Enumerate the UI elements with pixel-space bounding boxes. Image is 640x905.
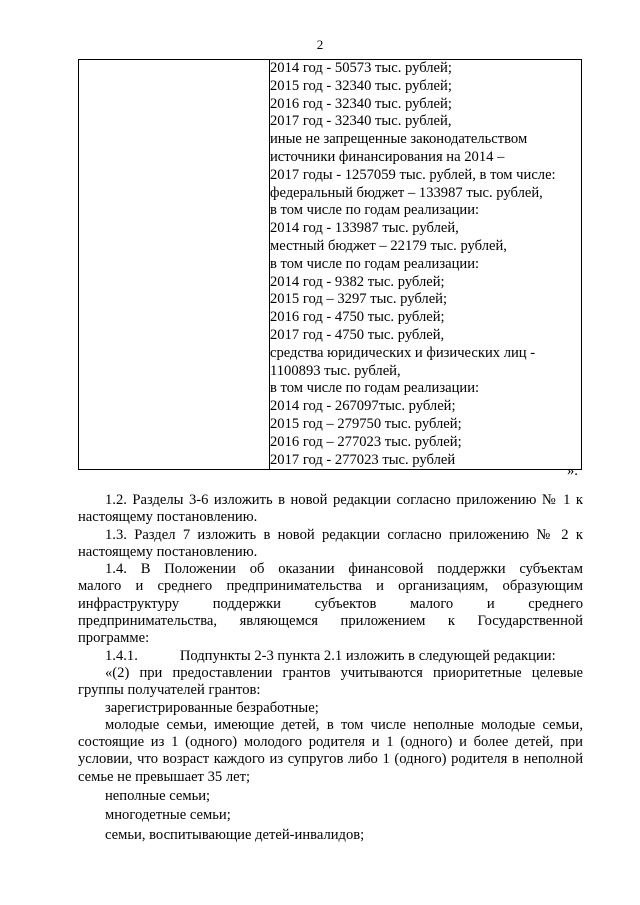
clause-text: Подпункты 2-3 пункта 2.1 изложить в следующей редакции: xyxy=(179,647,556,664)
table-right-cell xyxy=(270,60,582,470)
table-line: средства юридических и физических лиц - xyxy=(270,344,536,361)
table-row xyxy=(79,60,582,470)
table-line: 1100893 тыс. рублей, xyxy=(270,362,401,379)
table-line: в том числе по годам реализации: xyxy=(270,255,480,272)
paragraph-1-4-line: программе: xyxy=(78,630,150,647)
table-line: 2014 год - 50573 тыс. рублей; xyxy=(270,60,452,76)
page-number: 2 xyxy=(316,37,324,52)
table-line: 2014 год - 9382 тыс. рублей; xyxy=(270,273,445,290)
table-line: 2015 год - 32340 тыс. рублей; xyxy=(270,77,452,94)
list-item-large-families: многодетные семьи; xyxy=(105,807,231,824)
table-line: источники финансирования на 2014 – xyxy=(270,148,505,165)
table-line: местный бюджет – 22179 тыс. рублей, xyxy=(270,237,507,254)
list-item-disabled-children: семьи, воспитывающие детей-инвалидов; xyxy=(105,826,365,843)
table-line: 2017 год - 4750 тыс. рублей, xyxy=(270,326,445,343)
paragraph-1-4-line: предпринимательства, являющемся приложением к Государственной xyxy=(78,613,583,630)
table-line: 2014 год - 133987 тыс. рублей, xyxy=(270,220,459,237)
table-line: иные не запрещенные законодательством xyxy=(270,131,528,148)
financing-table xyxy=(78,59,582,470)
table-line: 2017 год - 277023 тыс. рублей xyxy=(270,451,456,468)
table-line: 2016 год - 32340 тыс. рублей; xyxy=(270,95,452,112)
paragraph-quote-start: «(2) при предоставлении грантов учитываются приоритетные целевые группы получателей грантов: xyxy=(78,664,583,699)
table-line: 2016 год - 4750 тыс. рублей; xyxy=(270,309,445,326)
table-left-cell xyxy=(79,60,270,470)
paragraph-1-2: 1.2. Разделы 3-6 изложить в новой редакции согласно приложению № 1 к настоящему постановлению. xyxy=(78,492,583,526)
paragraph-1-4-line: 1.4. В Положении об оказании финансовой поддержки субъектам xyxy=(105,561,583,578)
table-line: 2016 год – 277023 тыс. рублей; xyxy=(270,433,462,450)
paragraph-1-4-line: инфраструктуру поддержки субъектов малого и среднего xyxy=(78,595,583,612)
list-item-young-families: молодые семьи, имеющие детей, в том числе неполные молодые семьи, состоящие из 1 (одного) молодого родителя и 1 (одного) и более детей, при условии, что возраст каждого из супругов либо 1 (одного) родителя в неполной семье не превышает 35 лет; xyxy=(78,716,583,785)
list-item-unemployed: зарегистрированные безработные; xyxy=(105,699,319,716)
paragraph-1-4-line: малого и среднего предпринимательства и организациям, образующим xyxy=(78,578,583,595)
table-line: 2017 годы - 1257059 тыс. рублей, в том числе: xyxy=(270,166,556,183)
table-line: 2015 год – 3297 тыс. рублей; xyxy=(270,291,448,308)
table-line: 2017 год - 32340 тыс. рублей, xyxy=(270,113,452,130)
closing-quote: ». xyxy=(567,463,578,479)
table-line: федеральный бюджет – 133987 тыс. рублей, xyxy=(270,184,543,201)
table-line: 2014 год - 267097тыс. рублей; xyxy=(270,398,456,415)
document-body xyxy=(78,492,583,844)
table-line: в том числе по годам реализации: xyxy=(270,380,480,397)
table-line: в том числе по годам реализации: xyxy=(270,202,480,219)
list-item-single-parent: неполные семьи; xyxy=(105,788,211,805)
table-line: 2015 год – 279750 тыс. рублей; xyxy=(270,415,462,432)
paragraph-1-4-1 xyxy=(78,648,583,665)
paragraph-1-3: 1.3. Раздел 7 изложить в новой редакции согласно приложению № 2 к настоящему постановлению. xyxy=(78,526,583,560)
clause-number: 1.4.1. xyxy=(105,647,138,664)
